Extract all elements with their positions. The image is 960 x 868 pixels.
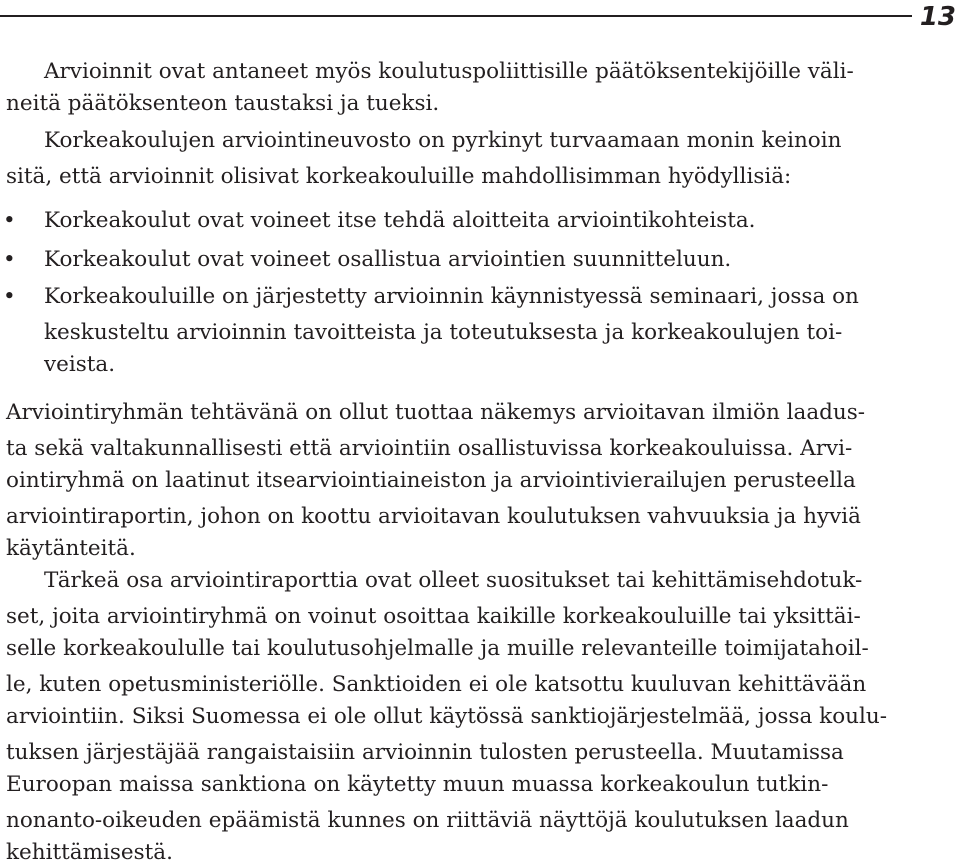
text-line: ta sekä valtakunnallisesti että arviointiin osallistuvissa korkeakouluissa. Arvi- [6,436,853,461]
text-line: selle korkeakoululle tai koulutusohjelmalle ja muille relevanteille toimijatahoil- [6,636,869,661]
text-line: Arvioinnit ovat antaneet myös koulutuspoliittisille päätöksentekijöille väli- [44,59,854,84]
text-line: kehittämisestä. [6,840,173,865]
text-line: set, joita arviointiryhmä on voinut osoittaa kaikille korkeakouluille tai yksittäi- [6,604,861,629]
text-line: veista. [44,352,116,377]
page-number: 13 [919,2,956,32]
text-line: käytänteitä. [6,536,136,561]
text-line: tuksen järjestäjää rangaistaisiin arvioinnin tulosten perusteella. Muutamissa [6,740,844,765]
text-line: nonanto-oikeuden epäämistä kunnes on riittäviä näyttöjä koulutuksen laadun [6,808,849,833]
text-line: Korkeakouluille on järjestetty arvioinnin käynnistyessä seminaari, jossa on [44,284,859,309]
bullet-icon: • [3,208,16,233]
text-line: arviointiraportin, johon on koottu arvioitavan koulutuksen vahvuuksia ja hyviä [6,504,861,529]
header-rule [0,15,912,17]
text-line: Korkeakoulujen arviointineuvosto on pyrkinyt turvaamaan monin keinoin [44,128,842,153]
text-line: keskusteltu arvioinnin tavoitteista ja toteutuksesta ja korkeakoulujen toi- [44,320,843,345]
text-line: neitä päätöksenteon taustaksi ja tueksi. [6,91,440,116]
text-line: le, kuten opetusministeriölle. Sanktioiden ei ole katsottu kuuluvan kehittävään [6,672,867,697]
text-line: arviointiin. Siksi Suomessa ei ole ollut käytössä sanktiojärjestelmää, jossa koulu- [6,704,887,729]
text-line: sitä, että arvioinnit olisivat korkeakouluille mahdollisimman hyödyllisiä: [6,164,792,189]
bullet-icon: • [3,247,16,272]
text-line: Tärkeä osa arviointiraporttia ovat olleet suositukset tai kehittämisehdotuk- [44,568,863,593]
text-line: Korkeakoulut ovat voineet itse tehdä aloitteita arviointikohteista. [44,208,756,233]
text-line: Korkeakoulut ovat voineet osallistua arviointien suunnitteluun. [44,247,732,272]
bullet-icon: • [3,284,16,309]
text-line: Arviointiryhmän tehtävänä on ollut tuottaa näkemys arvioitavan ilmiön laadus- [6,400,866,425]
text-line: Euroopan maissa sanktiona on käytetty muun muassa korkeakoulun tutkin- [6,772,829,797]
text-line: ointiryhmä on laatinut itsearviointiaineiston ja arviointivierailujen perusteella [6,468,856,493]
